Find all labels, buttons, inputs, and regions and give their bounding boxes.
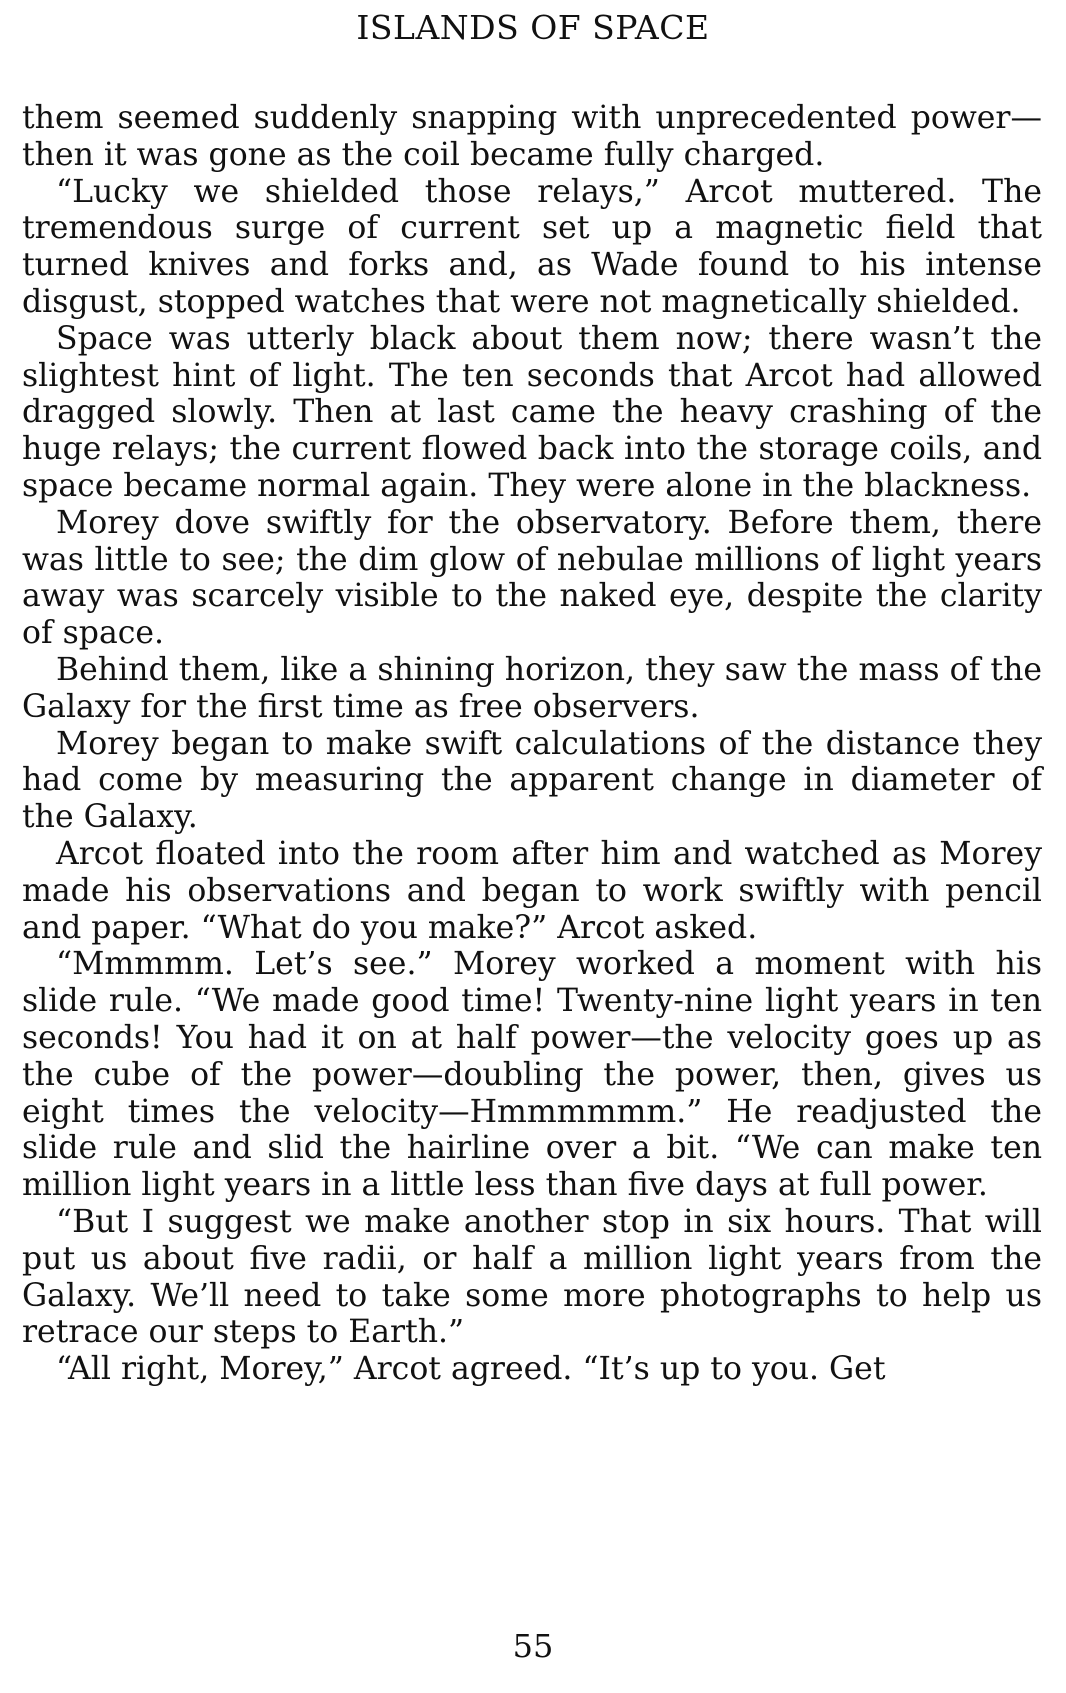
paragraph: “Lucky we shielded those relays,” Arcot muttered. The tremendous surge of current set up a magnetic field that turned knives and forks and, as Wade found to his intense disgust, stopped watches that were not magnetically shielded. <box>22 173 1042 320</box>
paragraph: Behind them, like a shining horizon, they saw the mass of the Galaxy for the first time as free observers. <box>22 651 1042 725</box>
running-head: ISLANDS OF SPACE <box>356 8 710 47</box>
paragraph: Morey dove swiftly for the observatory. Before them, there was little to see; the dim glow of nebulae millions of light years away was scarcely visible to the naked eye, despite the clarity of space. <box>22 504 1042 652</box>
paragraph: “All right, Morey,” Arcot agreed. “It’s up to you. Get <box>56 1351 886 1388</box>
body-text <box>22 100 1042 1388</box>
paragraph: “But I suggest we make another stop in six hours. That will put us about five radii, or half a million light years from the Galaxy. We’ll need to take some more photographs to help us retrace our steps to Earth.” <box>22 1203 1042 1351</box>
page-number: 55 <box>512 1627 554 1665</box>
paragraph: Arcot floated into the room after him and watched as Morey made his observations and began to work swiftly with pencil and paper. “What do you make?” Arcot asked. <box>22 835 1042 946</box>
paragraph: “Mmmmm. Let’s see.” Morey worked a moment with his slide rule. “We made good time! Twenty-nine light years in ten seconds! You had it on at half power—the velocity goes up as the cube of the power—doubling the power, then, gives us eight times the velocity—Hmmmmmm.” He readjusted the slide rule and slid the hairline over a bit. “We can make ten million light years in a little less than five days at full power. <box>22 946 1042 1204</box>
paragraph: Space was utterly black about them now; there wasn’t the slightest hint of light. The ten seconds that Arcot had allowed dragged slowly. Then at last came the heavy crashing of the huge relays; the current flowed back into the storage coils, and space became normal again. They were alone in the blackness. <box>22 320 1042 504</box>
paragraph: them seemed suddenly snapping with unprecedented power—then it was gone as the coil became fully charged. <box>22 100 1042 173</box>
paragraph: Morey began to make swift calculations of the distance they had come by measuring the apparent change in diameter of the Galaxy. <box>22 725 1042 836</box>
